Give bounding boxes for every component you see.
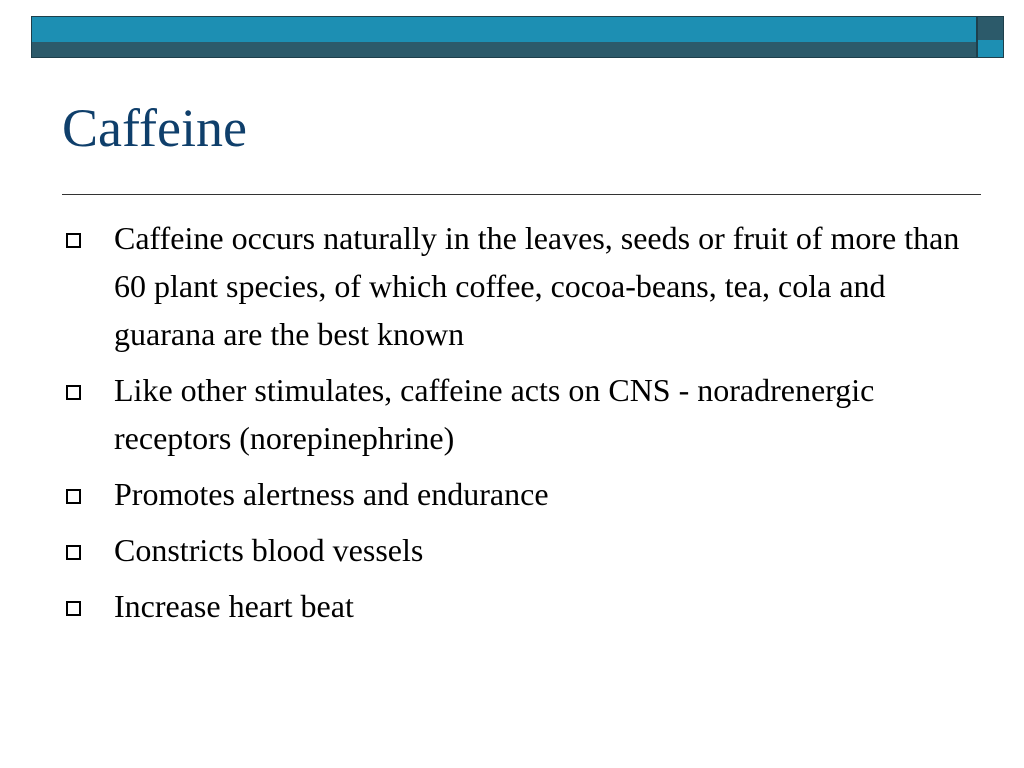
bullet-text: Increase heart beat (114, 588, 354, 624)
bullet-text: Like other stimulates, caffeine acts on CNS - noradrenergic receptors (norepinephrine) (114, 372, 875, 456)
header-decor-bar (31, 16, 977, 58)
title-divider (62, 194, 981, 195)
hollow-square-icon (66, 489, 81, 504)
bullet-item (62, 470, 962, 518)
bullet-item (62, 366, 962, 462)
bullet-item (62, 526, 962, 574)
hollow-square-icon (66, 545, 81, 560)
bullet-text: Caffeine occurs naturally in the leaves, seeds or fruit of more than 60 plant species, of which coffee, cocoa-beans, tea, cola and guarana are the best known (114, 220, 960, 352)
bullet-item (62, 582, 962, 630)
header-decor-cap-lower (978, 40, 1003, 57)
hollow-square-icon (66, 385, 81, 400)
header-decor-bar-upper (32, 17, 976, 42)
hollow-square-icon (66, 233, 81, 248)
bullet-text: Constricts blood vessels (114, 532, 424, 568)
bullet-list (62, 214, 962, 638)
hollow-square-icon (66, 601, 81, 616)
slide-title: Caffeine (62, 98, 247, 158)
header-decor-cap (977, 16, 1004, 58)
bullet-item (62, 214, 962, 358)
bullet-text: Promotes alertness and endurance (114, 476, 549, 512)
